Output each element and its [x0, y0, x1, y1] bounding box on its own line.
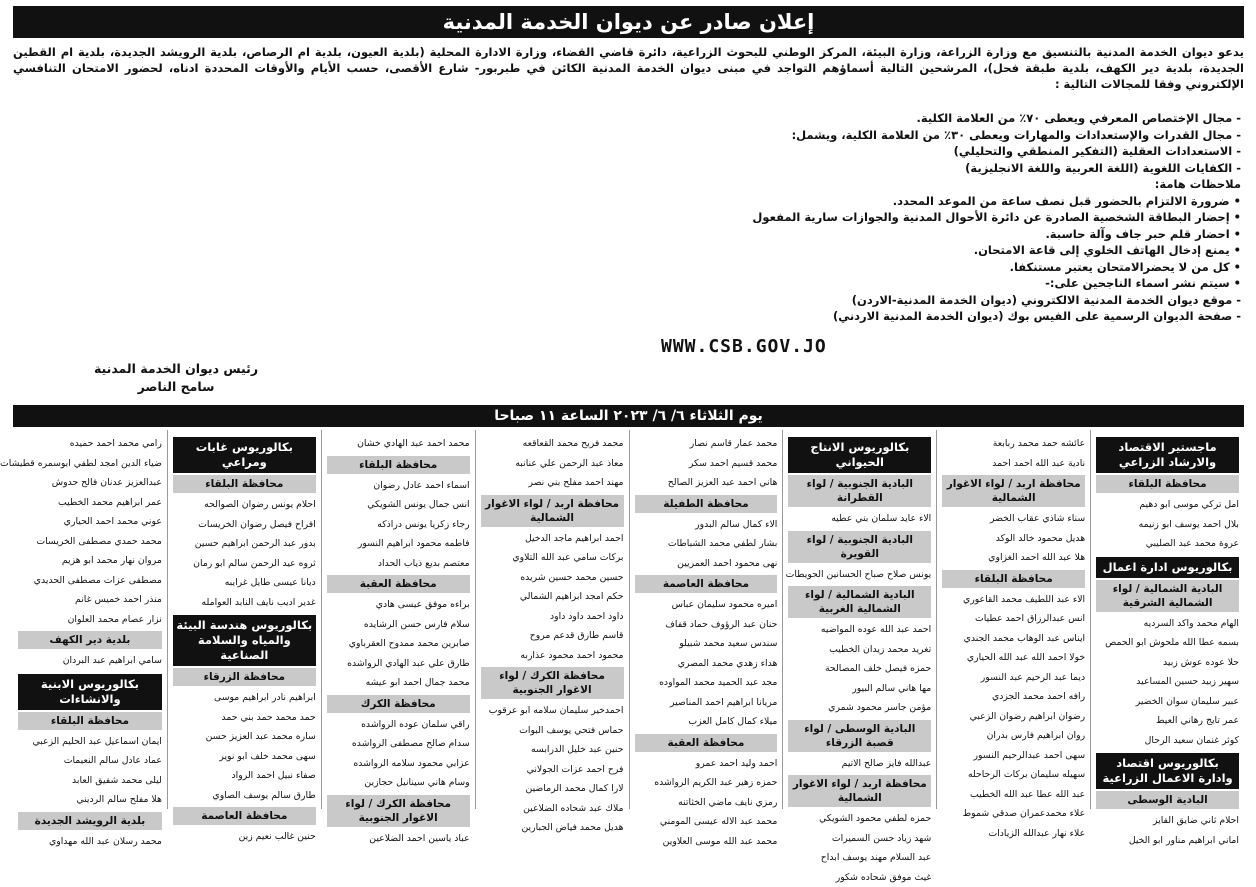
region-header: بلدية الرويشد الجديدة	[18, 812, 162, 830]
candidate-name: محمد احمد عبد الهادي خشان	[327, 434, 470, 454]
region-header: محافظة الكرك / لواء الاغوار الجنوبية	[481, 667, 624, 699]
candidate-name: الهام محمد واكد السرديه	[1096, 614, 1239, 634]
candidate-name: احلام يونس رضوان الصوالحه	[173, 495, 316, 515]
category-header: بكالوريوس الانتاج الحيواني	[788, 437, 931, 473]
category-header: بكالوريوس هندسة البيئة والمياه والسلامة الصناعية	[173, 615, 316, 666]
candidate-name: سهى محمد خلف ابو نوير	[173, 747, 316, 767]
category-header: بكالوريوس الابنية والانشاءات	[18, 674, 162, 710]
candidate-name: رافه احمد محمد الجزدي	[942, 687, 1085, 707]
candidate-name: امل تركي موسى ابو دهيم	[1096, 495, 1239, 515]
instruction-item: - مجال القدرات والإستعدادات والمهارات ويعطى ٣٠٪ من العلامة الكلية، ويشمل:	[301, 127, 1241, 144]
candidate-name: سدام صالح مصطفى الرواشده	[327, 734, 470, 754]
candidate-name: هديل محمد فياض الجبارين	[481, 818, 624, 838]
candidate-name: غدير اديب نايف النابد العوامله	[173, 593, 316, 613]
candidate-name: هداء زهدي محمد المصري	[635, 654, 778, 674]
candidate-name: عباد ياسين احمد الضلاعين	[327, 829, 470, 849]
candidate-name: ثروه عيد الرحمن سالم ابو رمان	[173, 554, 316, 574]
instruction-item: • إحضار البطاقة الشخصية الصادرة عن دائرة الأحوال المدنية والجوازات سارية المفعول	[301, 209, 1241, 226]
candidate-name: كوثر غنمان سعيد الرحال	[1096, 731, 1239, 751]
instruction-item: - مجال الإختصاص المعرفي ويعطى ٧٠٪ من العلامة الكلية.	[301, 110, 1241, 127]
candidate-column	[167, 430, 321, 809]
candidate-name: بلال احمد يوسف ابو زنيمه	[1096, 515, 1239, 535]
region-header: محافظة البلقاء	[173, 475, 316, 493]
region-header: محافظة الطفيلة	[635, 495, 778, 513]
region-header: محافظة البلقاء	[942, 570, 1085, 588]
candidate-name: ساره محمد عبد العزيز حسن	[173, 727, 316, 747]
candidate-name: ميلاء كمال كامل العزب	[635, 712, 778, 732]
instruction-item: • سيتم نشر اسماء الناجحين على:-	[301, 275, 1241, 292]
candidate-name: محمد عمار قاسم نصار	[635, 434, 778, 454]
candidate-name: اماني ابراهيم مناور ابو الخيل	[1096, 831, 1239, 851]
candidate-name: سندس سعيد محمد شبيلو	[635, 634, 778, 654]
candidate-column	[475, 430, 629, 809]
website-url: WWW.CSB.GOV.JO	[661, 336, 827, 357]
candidate-name: نزار عصام محمد العلوان	[18, 610, 162, 630]
candidate-name: سهيله سليمان بركات الرحاحله	[942, 765, 1085, 785]
candidate-name: سناء شاذي عقاب الخضر	[942, 509, 1085, 529]
candidate-name: افراح فيصل رضوان الخريسات	[173, 515, 316, 535]
signature-block	[61, 360, 291, 396]
candidate-name: عمر تايج رهاني العيط	[1096, 711, 1239, 731]
candidate-name: احمدخير سليمان سلامه ابو عرقوب	[481, 701, 624, 721]
candidate-name: ملاك عبد شحاده الضلاعين	[481, 799, 624, 819]
candidate-name: داود احمد داود داود	[481, 607, 624, 627]
instruction-item: • احضار قلم حبر جاف وآلة حاسبة.	[301, 226, 1241, 243]
region-header: محافظة اربد / لواء الاغوار الشمالية	[788, 775, 931, 807]
candidate-name: حسين محمد حسين شريده	[481, 568, 624, 588]
candidate-name: روان ابراهيم فارس بدران	[942, 726, 1085, 746]
region-header: البادية الشمالية / لواء الشمالية الغربية	[788, 586, 931, 618]
candidate-name: محمد فريح محمد القعاقعه	[481, 434, 624, 454]
candidate-name: حلا عوده عوش زبيد	[1096, 653, 1239, 673]
candidate-name: ايمان اسماعيل عبد الحليم الزعبي	[18, 732, 162, 752]
candidate-name: احمد وليد احمد عمرو	[635, 754, 778, 774]
candidate-name: احمد ابراهيم ماجد الدخيل	[481, 529, 624, 549]
candidate-name: خولا احمد الله عبد الله الحياري	[942, 648, 1085, 668]
candidate-name: ديانا عيسى طايل غرايبه	[173, 573, 316, 593]
announcement-title: إعلان صادر عن ديوان الخدمة المدنية	[13, 6, 1244, 38]
category-header: بكالوريوس اقتصاد وادارة الاعمال الزراعية	[1096, 753, 1239, 789]
candidate-name: محمد جمال احمد ابو عيشه	[327, 673, 470, 693]
candidate-name: رجاء زكريا يونس دراذكه	[327, 515, 470, 535]
candidate-name: عروة محمد عبد الصليبي	[1096, 534, 1239, 554]
candidate-name: اسماء احمد عادل رضوان	[327, 476, 470, 496]
instruction-item: • يمنع إدخال الهاتف الخلوي إلى قاعة الامتحان.	[301, 242, 1241, 259]
region-header: محافظة العاصمة	[173, 807, 316, 825]
candidate-name: حكم امجد ابراهيم الشمالي	[481, 587, 624, 607]
candidate-name: رضوان ابراهيم رضوان الزعبي	[942, 707, 1085, 727]
region-header: البادية الجنوبية / لواء القويرة	[788, 531, 931, 563]
candidate-name: سهير زبيد حسين المساعيد	[1096, 672, 1239, 692]
candidate-name: محمد رسلان عبد الله مهداوي	[18, 832, 162, 852]
candidate-name: هلا مفلح سالم الرديني	[18, 790, 162, 810]
candidate-name: منذر احمد خميس غانم	[18, 590, 162, 610]
candidate-name: ابراهيم نادر ابراهيم موسى	[173, 688, 316, 708]
candidate-name: احمد عبد الله عوده المواضيه	[788, 620, 931, 640]
candidate-column	[936, 430, 1090, 809]
candidate-name: سلام فارس حسن الرشايده	[327, 615, 470, 635]
instruction-item: - صفحة الديوان الرسمية على الفيس بوك (ديوان الخدمة المدنية الاردني)	[301, 308, 1241, 325]
candidate-name: مصطفى عزات مصطفى الحديدي	[18, 571, 162, 591]
candidate-name: فرح احمد عزات الجولاني	[481, 760, 624, 780]
instruction-item: • كل من لا يحضرالامتحان يعتبر مستنكفا.	[301, 259, 1241, 276]
category-header: بكالوريوس غابات ومراعي	[173, 437, 316, 473]
region-header: محافظة البلقاء	[1096, 475, 1239, 493]
exam-date-bar: يوم الثلاثاء ٦/ ٦/ ٢٠٢٣ الساعة ١١ صباحا	[13, 405, 1244, 427]
candidate-name: انس عبدالرزاق احمد عطيات	[942, 609, 1085, 629]
candidate-name: علاء نهار عبدالله الزيادات	[942, 824, 1085, 844]
candidate-name: احلام ثاني ضايق الفايز	[1096, 811, 1239, 831]
region-header: البادية الوسطى	[1096, 791, 1239, 809]
candidate-name: شهد زياد حسن السميرات	[788, 829, 931, 849]
region-header: محافظة الكرك / لواء الاغوار الجنوبية	[327, 795, 470, 827]
candidate-name: عزابي محمود سلامه الرواشده	[327, 754, 470, 774]
candidate-name: انس جمال يونس الشويكي	[327, 495, 470, 515]
candidate-name: هلا عبد الله احمد الغزاوي	[942, 548, 1085, 568]
candidate-name: عماد عادل سالم النعيمات	[18, 751, 162, 771]
instruction-item: ملاحظات هامة:	[301, 176, 1241, 193]
candidate-name: راقي سلمان عوده الرواشده	[327, 715, 470, 735]
candidate-name: صفاء نبيل احمد الرواد	[173, 766, 316, 786]
candidate-name: بدور عبد الرحمن ابراهيم حسين	[173, 534, 316, 554]
region-header: محافظة الزرقاء	[173, 668, 316, 686]
candidates-grid	[13, 430, 1244, 809]
signature-name: سامح الناصر	[61, 378, 291, 396]
intro-paragraph: يدعو ديوان الخدمة المدنية بالتنسيق مع وزارة الزراعة، وزارة البيئة، المركز الوطني للبحوث الزراعية، دائرة قاضي القضاء، وزارة الادارة المحلية (بلدية العيون، بلدية ام الرصاص، بلدية الرويشد الجديدة، بلدية ام القطين الجديدة، بلدية دير الكهف، بلدية طبقة فحل)، المرشحين التالية أسماؤهم التواجد في مبنى ديوان الخدمة المدنية الكائن في طبربور- شارع الأقصى، حسب الأيام والأوقات المحددة ادناه، لحضور الامتحان التنافسي الإلكتروني وفقا للمجالات التالية :	[13, 44, 1244, 92]
candidate-name: عبير سليمان سوان الخضير	[1096, 692, 1239, 712]
region-header: البادية الشمالية / لواء الشمالية الشرقية	[1096, 580, 1239, 612]
candidate-name: الاء عبد اللطيف محمد القاعوري	[942, 590, 1085, 610]
instructions-list	[301, 110, 1241, 325]
candidate-name: ديما عبد الرحيم عبد النسور	[942, 668, 1085, 688]
candidate-name: عبد السلام مهند يوسف ابداح	[788, 848, 931, 868]
candidate-name: تغريد محمد زيدان الخطيب	[788, 640, 931, 660]
candidate-name: حمزه لطفي محمود الشويكي	[788, 809, 931, 829]
candidate-name: حماس فتحي يوسف البوات	[481, 721, 624, 741]
candidate-name: بشار لطفي محمد الشباطات	[635, 534, 778, 554]
region-header: محافظة البلقاء	[327, 456, 470, 474]
candidate-name: مجد عبد الحميد محمد المواوده	[635, 673, 778, 693]
region-header: محافظة العقبة	[635, 734, 778, 752]
candidate-name: محمود احمد محمود عذاربه	[481, 646, 624, 666]
candidate-name: نادية عبد الله احمد احمد	[942, 454, 1085, 474]
candidate-name: عبد الله عطا عبد الله الخطيب	[942, 785, 1085, 805]
candidate-name: اميره محمود سليمان عباس	[635, 595, 778, 615]
candidate-name: وسام هاني سينانيل حجازين	[327, 773, 470, 793]
candidate-name: ضياء الدين امجد لطفي ابوسمره قطيشات	[18, 454, 162, 474]
candidate-name: طارق سالم يوسف الصاوي	[173, 786, 316, 806]
candidate-name: حنان عبد الرؤوف حماد قفاف	[635, 615, 778, 635]
candidate-name: هديل محمود خالد الوكد	[942, 529, 1085, 549]
candidate-name: معتصم بديع ذياب الحداد	[327, 554, 470, 574]
region-header: البادية الوسطى / لواء قصبة الزرقاء	[788, 720, 931, 752]
candidate-name: عبدالعزيز عدنان فالح حدوش	[18, 473, 162, 493]
candidate-name: يونس صلاح صباح الحسانين الحويطات	[788, 565, 931, 585]
candidate-name: لارا كمال محمد الرماضين	[481, 779, 624, 799]
candidate-name: مهند احمد مفلح بني نصر	[481, 473, 624, 493]
candidate-name: الاء عايد سلمان بني عطيه	[788, 509, 931, 529]
candidate-name: مها هاني سالم البيور	[788, 679, 931, 699]
instruction-item: • ضرورة الالتزام بالحضور قبل نصف ساعة من الموعد المحدد.	[301, 193, 1241, 210]
region-header: محافظة العاصمة	[635, 575, 778, 593]
category-header: بكالوريوس ادارة اعمال	[1096, 557, 1239, 578]
candidate-name: مريانا ابراهيم احمد المناصير	[635, 693, 778, 713]
candidate-name: حمزه زهير عبد الكريم الرواشده	[635, 773, 778, 793]
instruction-item: - موقع ديوان الخدمة المدنية الالكتروني (ديوان الخدمة المدنية-الاردن)	[301, 292, 1241, 309]
candidate-name: براءه موفق عيسى هادي	[327, 595, 470, 615]
candidate-name: فاطمه محمود ابراهيم النسور	[327, 534, 470, 554]
candidate-column	[13, 430, 167, 809]
region-header: محافظة الكرك	[327, 695, 470, 713]
region-header: محافظة العقبة	[327, 575, 470, 593]
candidate-name: معاذ عبد الرحمن علي عنانبه	[481, 454, 624, 474]
instruction-item: - الاستعدادات العقلية (التفكير المنطقي والتحليلي)	[301, 143, 1241, 160]
candidate-column	[629, 430, 783, 809]
category-header: ماجستير الاقتصاد والارشاد الزراعي	[1096, 437, 1239, 473]
candidate-column	[782, 430, 936, 809]
candidate-name: عمر ابراهيم محمد الخطيب	[18, 493, 162, 513]
candidate-name: بركات سامي عبد الله التلاوي	[481, 548, 624, 568]
candidate-name: حنين عبد خليل الدرابسه	[481, 740, 624, 760]
candidate-name: ليلى محمد شفيق العابد	[18, 771, 162, 791]
candidate-name: هاني احمد عبد العزيز الصالح	[635, 473, 778, 493]
candidate-name: قاسم طارق قدعم مروح	[481, 626, 624, 646]
candidate-name: مؤمن جاسر محمود شمري	[788, 698, 931, 718]
candidate-name: ايناس عبد الوهاب محمد الجندي	[942, 629, 1085, 649]
candidate-name: محمد قسيم احمد سكر	[635, 454, 778, 474]
candidate-name: علاء محمدعمران صدقي شموط	[942, 804, 1085, 824]
candidate-name: نهى محمود احمد العمريين	[635, 554, 778, 574]
candidate-name: سامي ابراهيم عبد البردان	[18, 651, 162, 671]
region-header: البادية الجنوبية / لواء القطرانة	[788, 475, 931, 507]
candidate-name: رمزي نايف ماضي الخثاتنه	[635, 793, 778, 813]
candidate-name: رامي محمد احمد حميده	[18, 434, 162, 454]
region-header: محافظة اربد / لواء الاغوار الشمالية	[942, 475, 1085, 507]
candidate-name: عوني محمد احمد الحياري	[18, 512, 162, 532]
candidate-name: بسمه عطا الله ملحوش ابو الحمص	[1096, 633, 1239, 653]
candidate-name: محمد حمدي مصطفى الخريسات	[18, 532, 162, 552]
region-header: بلدية دير الكهف	[18, 631, 162, 649]
candidate-name: مروان نهار محمد ابو هزيم	[18, 551, 162, 571]
candidate-name: حنين غالب نعيم زين	[173, 827, 316, 847]
signature-role: رئيس ديوان الخدمة المدنية	[61, 360, 291, 378]
candidate-column	[321, 430, 475, 809]
candidate-name: عائشه حمد محمد ربابعة	[942, 434, 1085, 454]
candidate-name: حمزه فيصل خلف المصالحة	[788, 659, 931, 679]
candidate-name: غيث موفق شحاده شكور	[788, 868, 931, 887]
region-header: محافظة البلقاء	[18, 712, 162, 730]
candidate-name: عبدالله فايز صالح الاتيم	[788, 754, 931, 774]
candidate-column	[1090, 430, 1244, 809]
candidate-name: حمد محمد حمد بني حمد	[173, 708, 316, 728]
candidate-name: سهى احمد عبدالرحيم النسور	[942, 746, 1085, 766]
region-header: محافظة اربد / لواء الاغوار الشمالية	[481, 495, 624, 527]
instruction-item: - الكفايات اللغوية (اللغة العربية واللغة الانجليزية)	[301, 160, 1241, 177]
candidate-name: الاء كمال سالم البدور	[635, 515, 778, 535]
candidate-name: محمد عبد الله موسى العلاوين	[635, 832, 778, 852]
candidate-name: محمد عبد الاله عيسى المومني	[635, 812, 778, 832]
candidate-name: طارق علي عبد الهادي الرواشده	[327, 654, 470, 674]
candidate-name: صابرين محمد ممدوح العقرباوي	[327, 634, 470, 654]
